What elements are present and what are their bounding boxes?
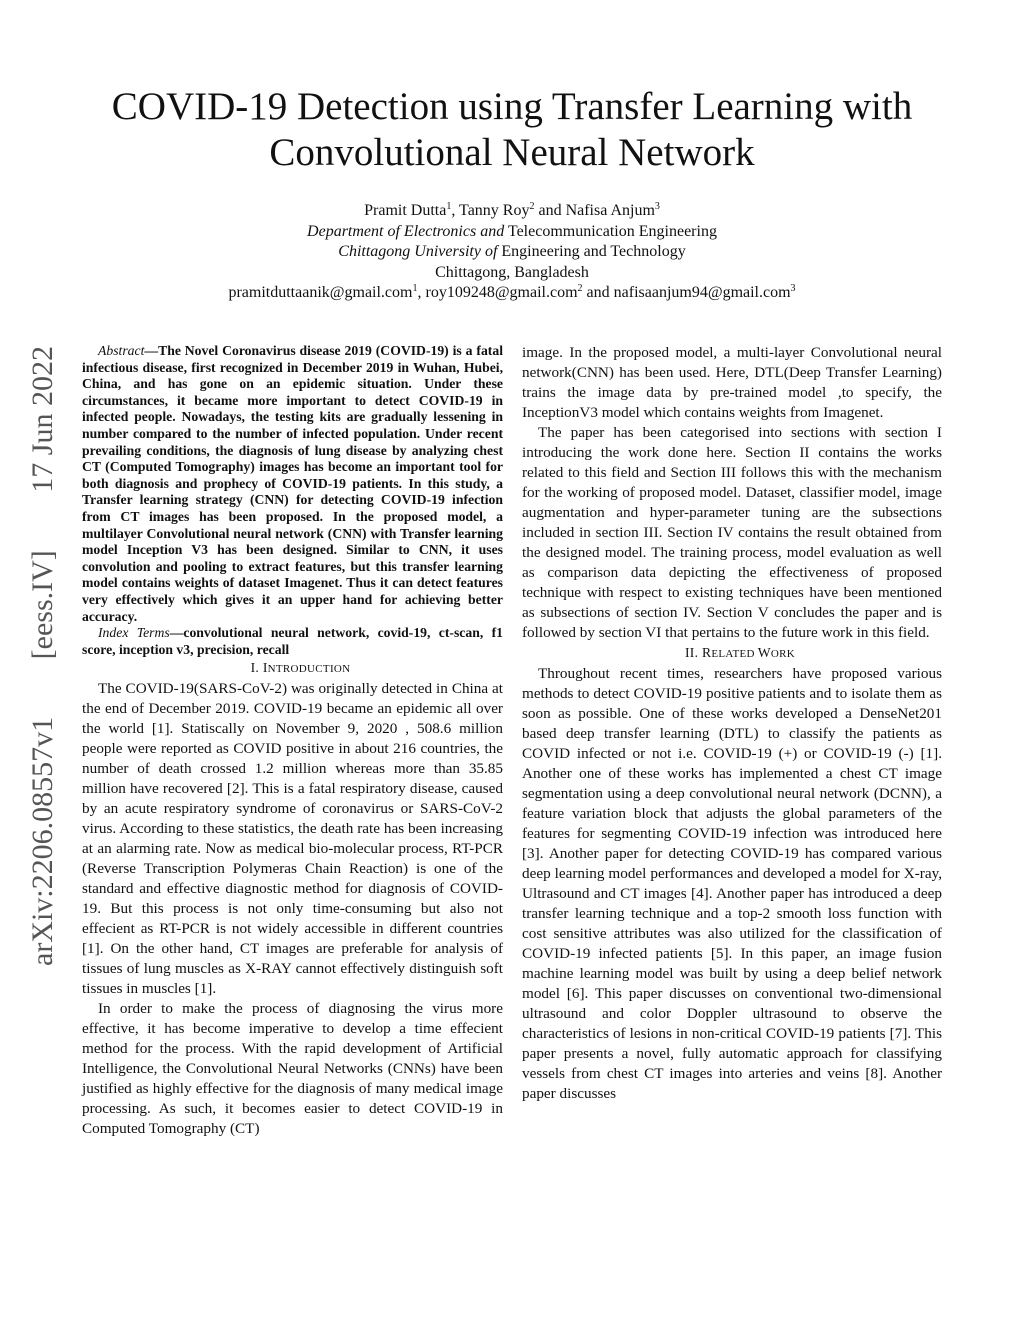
title-line-1: COVID-19 Detection using Transfer Learning with bbox=[111, 85, 913, 128]
email-2-sup: 2 bbox=[577, 283, 583, 294]
department-italic: Department of Electronics and bbox=[307, 222, 505, 240]
section-heading-introduction bbox=[82, 658, 503, 679]
author-names bbox=[112, 201, 912, 222]
affiliation-location: Chittagong, Bangladesh bbox=[435, 263, 589, 281]
author-emails bbox=[112, 283, 912, 304]
right-column bbox=[522, 343, 942, 1104]
related-heading-sc2: ORK bbox=[770, 648, 796, 660]
email-3: and nafisaanjum94@gmail.com bbox=[582, 284, 791, 301]
author-1: Pramit Dutta bbox=[364, 202, 447, 219]
university-rest: Engineering and Technology bbox=[497, 243, 686, 260]
intro-paragraph-3: image. In the proposed model, a multi-layer Convolutional neural network(CNN) has been used. Here, DTL(Deep Transfer Learning) trains the image data by pre-trained model ,to specify, the InceptionV3 model which contains weights from Imagenet. bbox=[522, 344, 942, 421]
arxiv-id: arXiv:2206.08557v1 bbox=[26, 716, 59, 966]
author-1-sup: 1 bbox=[446, 201, 452, 212]
author-block bbox=[112, 201, 912, 304]
intro-heading-sc: NTRODUCTION bbox=[267, 663, 351, 676]
author-2-sup: 2 bbox=[529, 201, 535, 212]
email-1-sup: 1 bbox=[412, 283, 418, 294]
email-2: , roy109248@gmail.com bbox=[417, 284, 578, 301]
related-heading-num: II. R bbox=[684, 645, 712, 660]
index-terms-label: Index Terms bbox=[98, 625, 170, 641]
arxiv-category: [eess.IV] bbox=[26, 550, 59, 660]
index-terms bbox=[82, 625, 503, 658]
paper-title bbox=[60, 84, 964, 176]
section-heading-related-work bbox=[522, 643, 942, 664]
author-2: , Tanny Roy bbox=[451, 202, 530, 219]
department-rest: Telecommunication Engineering bbox=[504, 222, 717, 240]
author-3-sup: 3 bbox=[654, 201, 660, 212]
arxiv-date: 17 Jun 2022 bbox=[26, 346, 59, 493]
abstract bbox=[82, 343, 503, 625]
related-paragraph-1: Throughout recent times, researchers have proposed various methods to detect COVID-19 positive patients and to isolate them as soon as possible. One of these works developed a DenseNet201 based deep transfer learning (DTL) to classify the patients as COVID infected or not i.e. COVID-19 (+) or COVID-19 (-) [1]. Another one of these works has implemented a chest CT image segmentation using a deep convolutional neural network (DCNN), a feature variation block that adjusts the global parameters of the features for segmenting COVID-19 infection was introduced here [3]. Another paper for detecting COVID-19 has compared various deep learning model performances and developed a model for X-ray, Ultrasound and CT images [4]. Another paper has introduced a deep transfer learning technique and a top-2 smooth loss function with cost sensitive attributes was also utilized for the classification of COVID-19 infected patients [5]. In this paper, an image fusion machine learning model was built by using a deep belief network model [6]. This paper discusses on conventional two-dimensional ultrasound and color Doppler ultrasound to observe the characteristics of lesions in non-critical COVID-19 patients [7]. This paper presents a novel, fully automatic approach for classifying vessels from chest CT images into arteries and veins [8]. Another paper discusses bbox=[522, 665, 942, 1102]
author-3: and Nafisa Anjum bbox=[534, 202, 655, 219]
email-3-sup: 3 bbox=[790, 283, 796, 294]
arxiv-sidebar bbox=[20, 346, 66, 966]
index-terms-text: —convolutional neural network, covid-19, ct-scan, f1 score, inception v3, precision, recall bbox=[82, 625, 503, 657]
intro-heading-num: I. I bbox=[250, 660, 268, 676]
related-heading-w: W bbox=[757, 645, 771, 660]
affiliation-department bbox=[112, 222, 912, 243]
title-line-2: Convolutional Neural Network bbox=[269, 131, 755, 174]
affiliation-university bbox=[112, 242, 912, 263]
intro-paragraph-4: The paper has been categorised into sections with section I introducing the work done here. Section II contains the works related to this field and Section III follows this with the mechanism for the working of proposed model. Dataset, classifier model, image augmentation and hyper-parameter tuning are the subsections included in section III. Section IV contains the result obtained from the designed model. The training process, model evaluation as well as comparison data depicting the effectiveness of proposed technique with respect to existing techniques have been mentioned as subsections of section IV. Section V concludes the paper and is followed by section VI that pertains to the future work in this field. bbox=[522, 424, 942, 641]
abstract-text: —The Novel Coronavirus disease 2019 (COVID-19) is a fatal infectious disease, first recognized in December 2019 in Wuhan, Hubei, China, and has gone on an epidemic situation. Under these circumstances, it became more important to detect COVID-19 in infected people. Nowadays, the testing kits are gradually lessening in number compared to the number of infected population. Under recent prevailing conditions, the diagnosis of lung disease by analyzing chest CT (Computed Tomography) images has become an important tool for both diagnosis and prophecy of COVID-19 patients. In this study, a Transfer learning strategy (CNN) for detecting COVID-19 infection from CT images has been proposed. In the proposed model, a multilayer Convolutional neural network (CNN) with Transfer learning model Inception V3 has been designed. Similar to CNN, it uses convolution and pooling to extract features, but this transfer learning model contains weights of dataset Imagenet. Thus it can detect features very effectively which gives it an upper hand for achieving better accuracy. bbox=[82, 343, 503, 624]
intro-paragraph-1: The COVID-19(SARS-CoV-2) was originally detected in China at the end of December 2019. COVID-19 became an epidemic all over the world [1]. Statiscally on November 9, 2020 , 508.6 million people were reported as COVID positive in about 216 countries, the number of death crossed 1.2 million whereas more than 35.85 million have recovered [2]. This is a fatal respiratory disease, caused by an acute respiratory syndrome of coronavirus or SARS-CoV-2 virus. According to these statistics, the death rate has been increasing at an alarming rate. Now as medical bio-molecular process, RT-PCR (Reverse Transcription Polymeras Chain Reaction) is one of the standard and effective diagnostic method for diagnosis of COVID-19. But this process is not only time-consuming but also not effecient as RT-PCR is not widely accessible in different countries [1]. On the other hand, CT images are preferable for analysis of tissues of lung muscles as X-RAY cannot effectively distinguish soft tissues in muscles [1]. bbox=[82, 680, 503, 998]
left-column bbox=[82, 343, 503, 1139]
email-1: pramitduttaanik@gmail.com bbox=[228, 284, 413, 301]
abstract-label: Abstract bbox=[98, 343, 145, 358]
university-italic: Chittagong University of bbox=[338, 243, 498, 260]
related-heading-sc: ELATED bbox=[711, 648, 758, 660]
intro-paragraph-2: In order to make the process of diagnosing the virus more effective, it has become imperative to develop a time effecient method for the process. With the rapid development of Artificial Intelligence, the Convolutional Neural Networks (CNNs) have been justified as highly effective for the diagnosis of many medical image processing. As such, it becomes easier to detect COVID-19 in Computed Tomography (CT) bbox=[82, 1000, 503, 1138]
